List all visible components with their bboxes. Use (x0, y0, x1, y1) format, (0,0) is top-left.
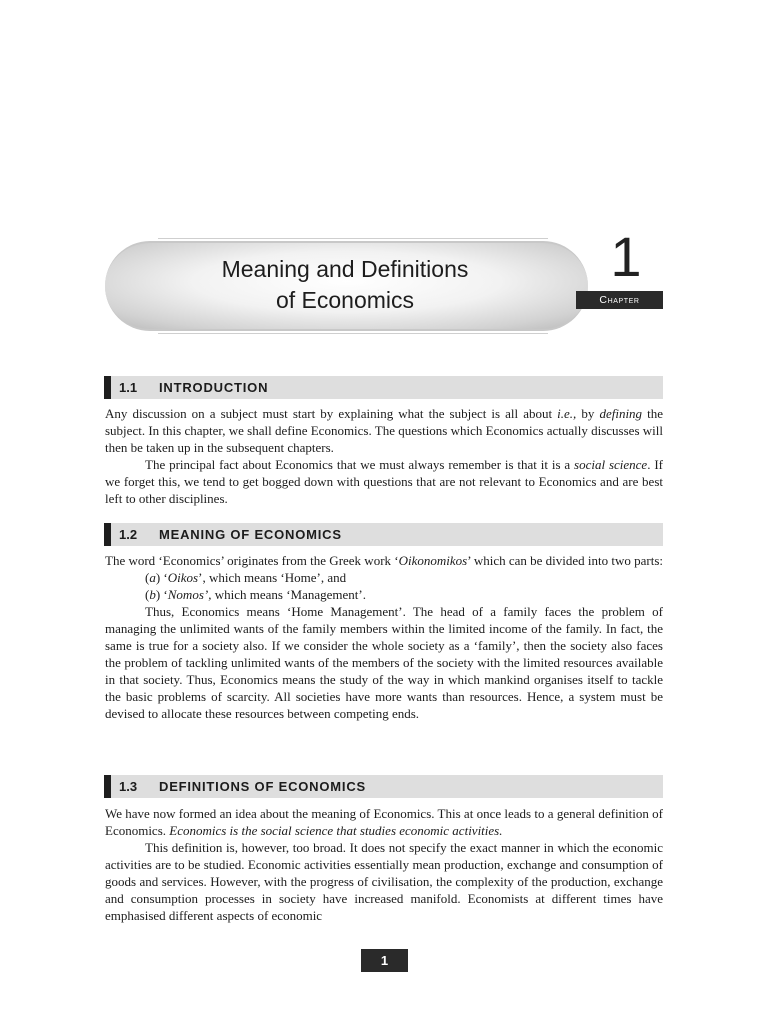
definitions-text (105, 805, 663, 924)
meaning-text (105, 552, 663, 722)
paragraph: This definition is, however, too broad. It does not specify the exact manner in which the economic activities are to be studied. Economic activities essentially mean production, exchange and consumption of goods and services. However, with the progress of civilisation, the complexity of the production, exchange and consumption processes in society have increased manifold. Economists at different times have emphasised different aspects of economic (105, 840, 663, 923)
section-title: DEFINITIONS OF ECONOMICS (159, 779, 366, 794)
chapter-label: Chapter (576, 291, 663, 309)
paragraph: Any discussion on a subject must start by explaining what the subject is all about i.e., by defining the subject. In this chapter, we shall define Economics. The questions which Economics actually discusses will then be taken up in the subsequent chapters. (105, 406, 664, 455)
section-number: 1.1 (119, 380, 138, 395)
paragraph: Thus, Economics means ‘Home Management’. The head of a family faces the problem of managing the unlimited wants of the family members within the limited income of the family. In fact, the same is true for a society also. If we consider the whole society as a ‘family’, then the society also faces the problem of tackling unlimited wants of the members of the society with the limited resources available in that society. Thus, Economics means the study of the way in which mankind organises itself to tackle the basic problems of scarcity. All societies have more wants than resources. Hence, a system must be devised to allocate these resources between competing ends. (105, 604, 663, 721)
list-item: (b) ‘Nomos’, which means ‘Management’. (145, 587, 366, 602)
page-number: 1 (361, 949, 408, 972)
chapter-title-line-2: of Economics (275, 287, 415, 313)
paragraph: The principal fact about Economics that we must always remember is that it is a social science. If we forget this, we tend to get bogged down with questions that are not relevant to Economics and are best left to other disciplines. (105, 457, 663, 506)
banner-top-rule (158, 238, 548, 239)
section-title: MEANING OF ECONOMICS (159, 527, 342, 542)
paragraph: We have now formed an idea about the meaning of Economics. This at once leads to a general definition of Economics. Economics is the social science that studies economic activities. (105, 806, 663, 838)
chapter-title (160, 254, 530, 316)
paragraph: The word ‘Economics’ originates from the Greek work ‘Oikonomikos’ which can be divided into two parts: (105, 553, 664, 568)
introduction-text (105, 405, 663, 507)
section-title: INTRODUCTION (159, 380, 269, 395)
chapter-title-line-1: Meaning and Definitions (221, 256, 469, 282)
section-heading-meaning (104, 523, 663, 546)
list-item: (a) ‘Oikos’, which means ‘Home’, and (145, 570, 347, 585)
section-heading-introduction (104, 376, 663, 399)
section-number: 1.3 (119, 779, 138, 794)
section-number: 1.2 (119, 527, 138, 542)
banner-bottom-rule (158, 333, 548, 334)
section-heading-definitions (104, 775, 663, 798)
chapter-number: 1 (610, 225, 642, 288)
